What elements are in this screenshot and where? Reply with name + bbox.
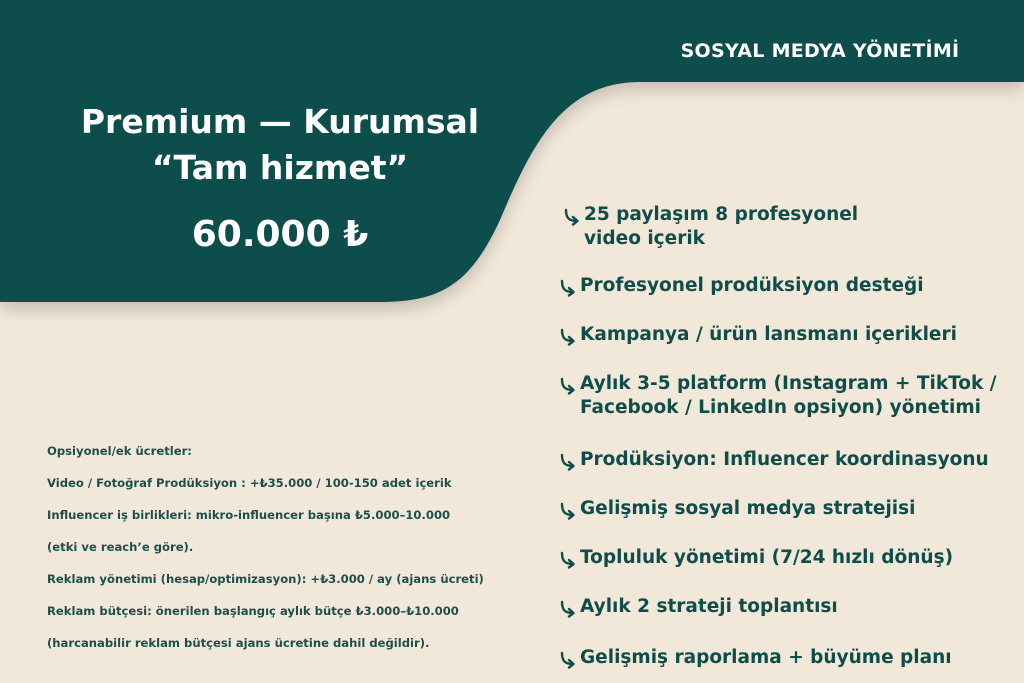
service-category-label: SOSYAL MEDYA YÖNETİMİ [680,40,960,62]
optional-fee-line: (etki ve reach’e göre). [47,540,194,554]
optional-fee-line: Video / Fotoğraf Prodüksiyon : +₺35.000 / 100-150 adet içerik [47,476,452,490]
feature-text: Gelişmiş sosyal medya stratejisi [580,498,916,519]
feature-text: 25 paylaşım 8 profesyonel video içerik [584,204,859,249]
curved-arrow-icon [562,206,582,226]
package-title: Premium — Kurumsal [80,102,480,141]
package-price: 60.000 ₺ [191,214,369,255]
feature-item [558,323,957,347]
optional-fee-line: (harcanabilir reklam bütçesi ajans ücretine dahil değildir). [47,636,430,650]
curved-arrow-icon [558,649,578,669]
feature-item [562,203,858,251]
optional-fee-line: Reklam bütçesi: önerilen başlangıç aylık bütçe ₺3.000–₺10.000 [47,604,459,618]
curved-arrow-icon [558,500,578,520]
feature-text: Aylık 2 strateji toplantısı [580,596,838,617]
curved-arrow-icon [558,326,578,346]
feature-item [558,372,997,420]
feature-item [558,274,924,298]
optional-fee-line: Influencer iş birlikleri: mikro-influencer başına ₺5.000–10.000 [47,508,451,522]
curved-arrow-icon [558,598,578,618]
optional-fees-section [47,444,527,668]
feature-item [558,497,916,521]
optional-fees-heading: Opsiyonel/ek ücretler: [47,444,192,458]
package-subtitle: “Tam hizmet” [151,148,409,187]
optional-fee-line: Reklam yönetimi (hesap/optimizasyon): +₺3.000 / ay (ajans ücreti) [47,572,484,586]
feature-text: Topluluk yönetimi (7/24 hızlı dönüş) [580,547,954,568]
curved-arrow-icon [558,549,578,569]
feature-text: Prodüksiyon: Influencer koordinasyonu [580,449,989,470]
curved-arrow-icon [558,451,578,471]
feature-item [558,646,952,670]
feature-text: Gelişmiş raporlama + büyüme planı [580,647,952,668]
feature-text: Profesyonel prodüksiyon desteği [580,275,924,296]
feature-text: Aylık 3-5 platform (Instagram + TikTok / Facebook / LinkedIn opsiyon) yönetimi [580,373,997,418]
curved-arrow-icon [558,375,578,395]
feature-text: Kampanya / ürün lansmanı içerikleri [580,324,957,345]
curved-arrow-icon [558,277,578,297]
feature-item [558,546,953,570]
feature-item [558,448,989,472]
feature-item [558,595,838,619]
